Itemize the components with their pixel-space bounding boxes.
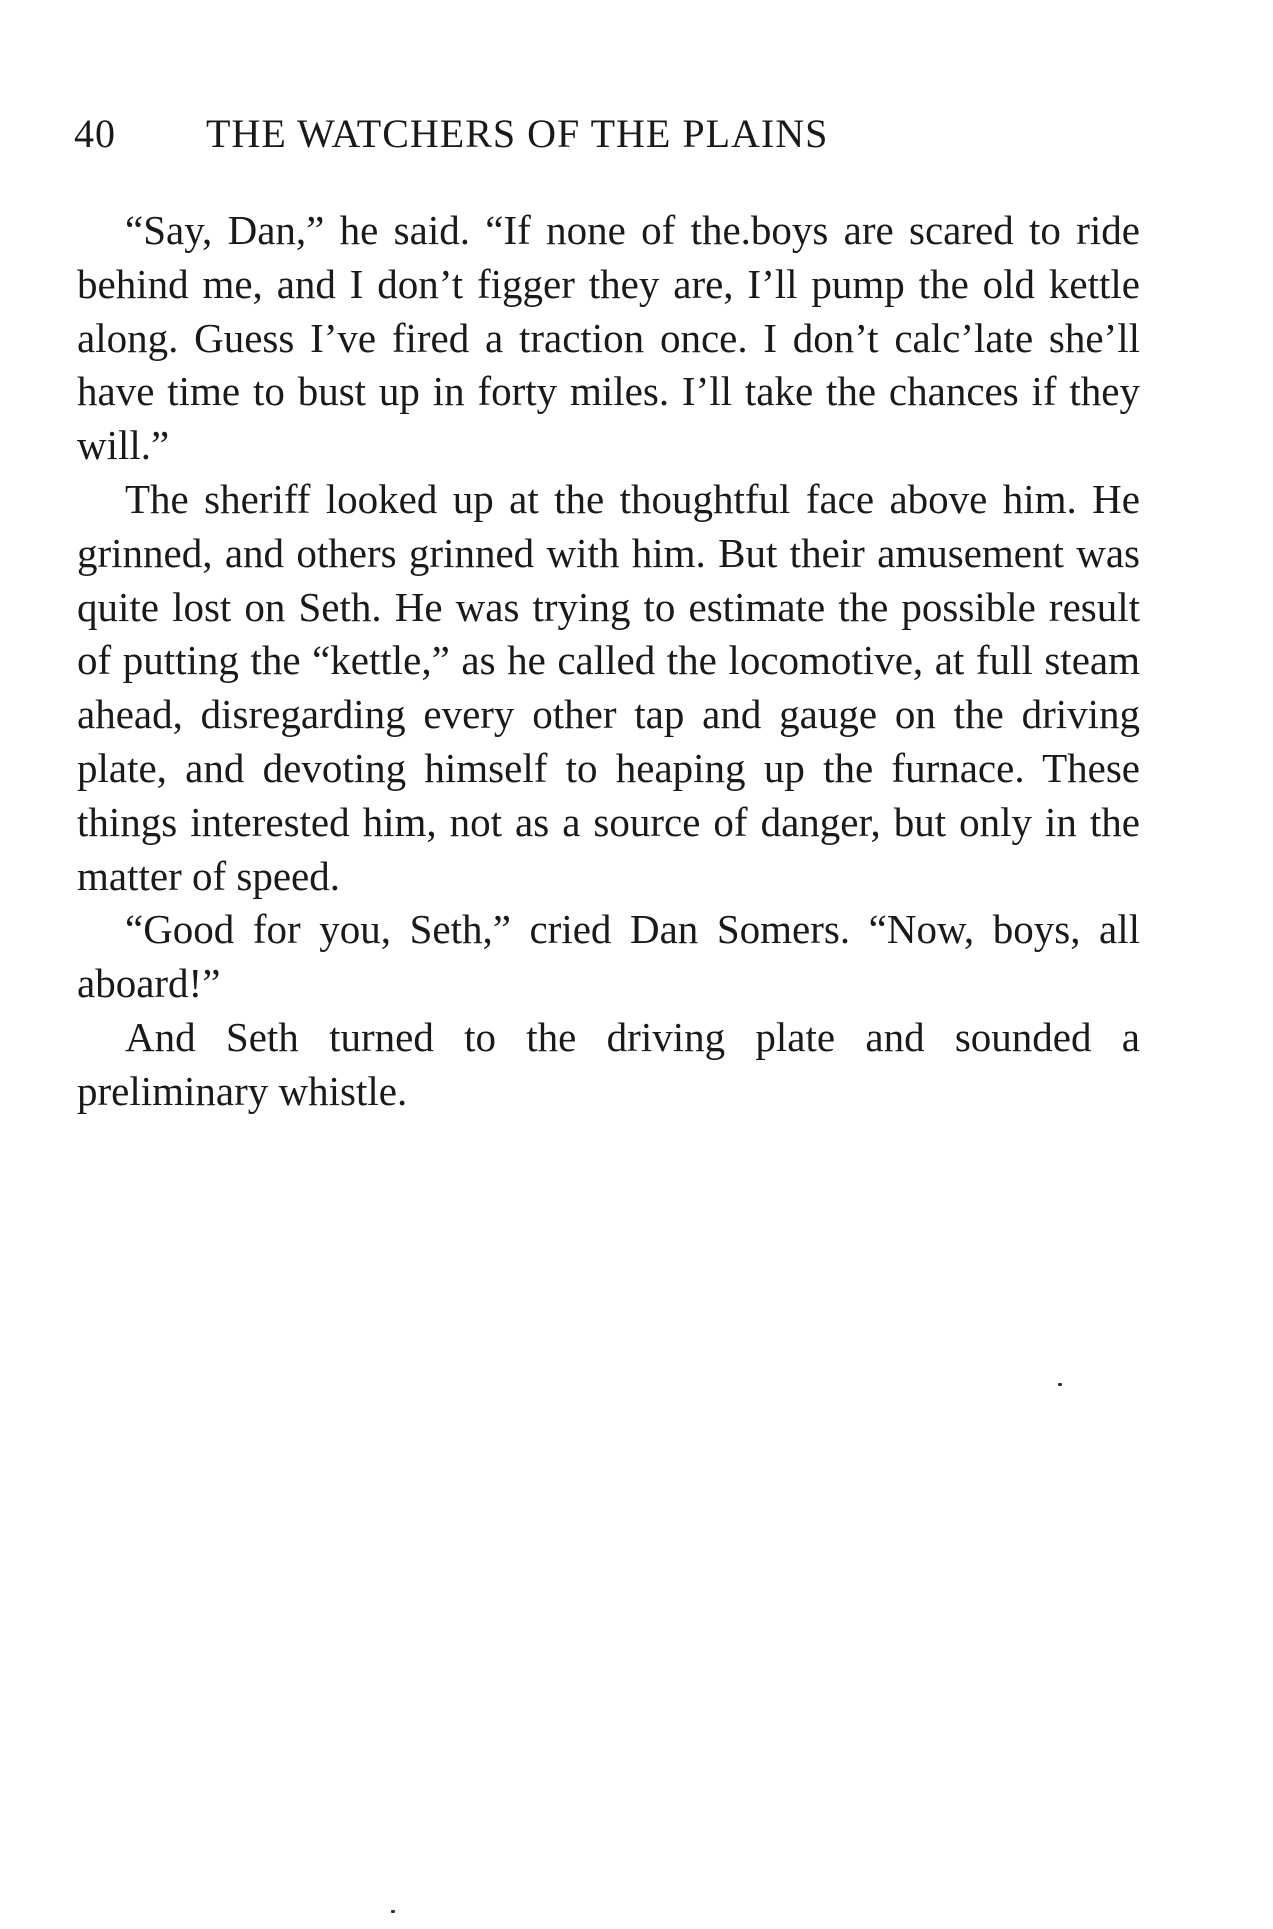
page-number: 40 (74, 111, 116, 156)
paragraph: And Seth turned to the driving plate and sounded a preliminary whistle. (77, 1013, 1140, 1114)
page-header (74, 110, 1124, 158)
paragraph: “Say, Dan,” he said. “If none of the.boys are scared to ride behind me, and I don’t figger they are, I’ll pump the old kettle along. Guess I’ve fired a traction once. I don’t calc’late she’ll have time to bust up in forty miles. I’ll take the chances if they will.” (77, 207, 1140, 469)
paragraph: The sheriff looked up at the thoughtful face above him. He grinned, and others grinned with him. But their amusement was quite lost on Seth. He was trying to estimate the possible result of putting the “kettle,” as he called the locomotive, at full steam ahead, disregarding every other tap and gauge on the driving plate, and devoting himself to heaping up the furnace. These things interested him, not as a source of danger, but only in the matter of speed. (77, 475, 1140, 899)
running-head: THE WATCHERS OF THE PLAINS (206, 111, 829, 156)
print-speck (1058, 1383, 1062, 1386)
paragraph: “Good for you, Seth,” cried Dan Somers. “Now, boys, all aboard!” (77, 906, 1140, 1007)
body-text (77, 204, 1140, 1119)
print-speck (391, 1910, 395, 1913)
